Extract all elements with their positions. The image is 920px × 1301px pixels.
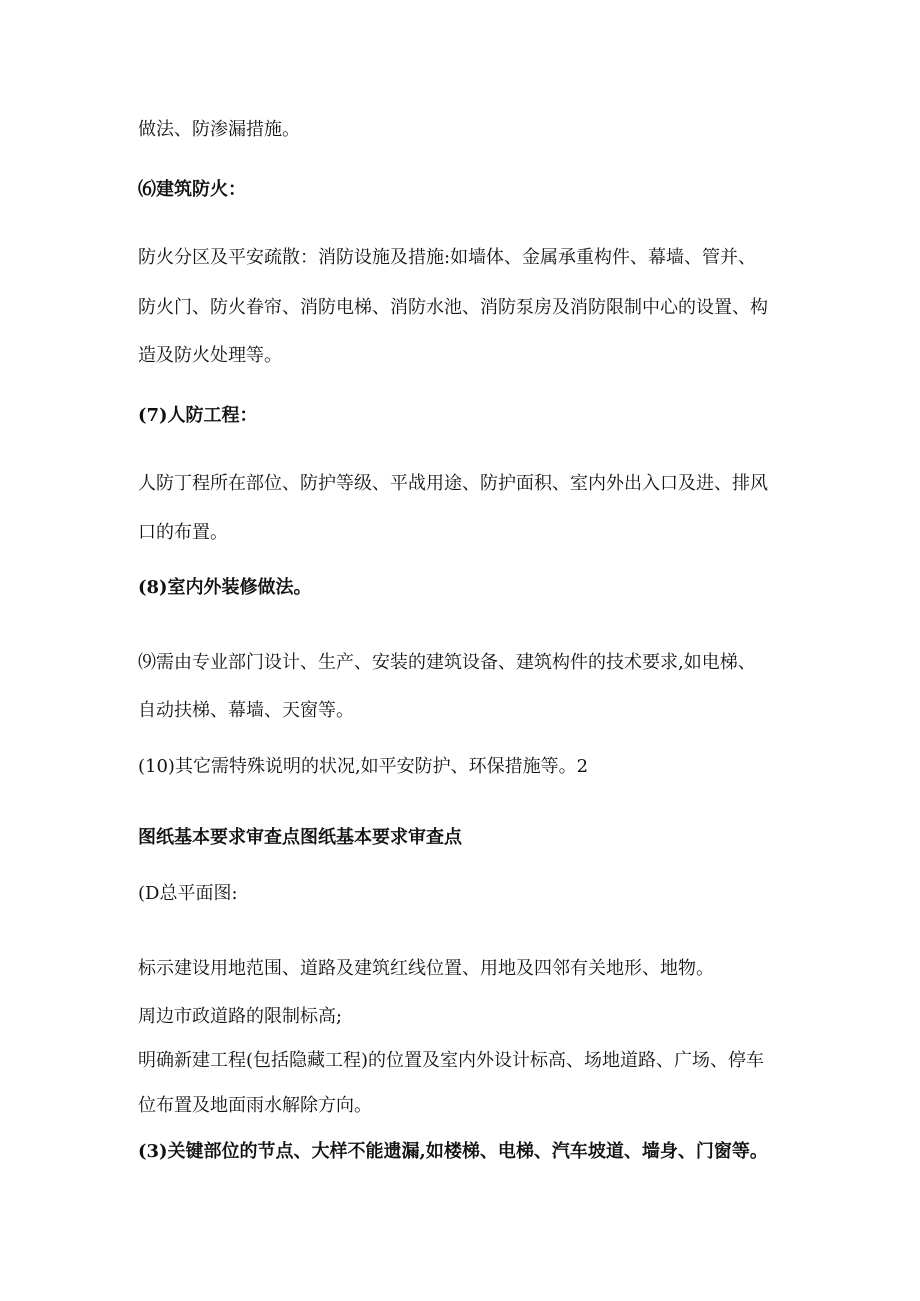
text-line: 标示建设用地范围、道路及建筑红线位置、用地及四邻有关地形、地物。 bbox=[138, 958, 714, 979]
section-heading: (3)关键部位的节点、大样不能遗漏,如楼梯、电梯、汽车坡道、墙身、门窗等。 bbox=[138, 1141, 768, 1162]
text-line: (D总平面图: bbox=[138, 883, 238, 904]
text-line: 造及防火处理等。 bbox=[138, 345, 282, 366]
section-heading: 图纸基本要求审查点图纸基本要求审查点 bbox=[138, 827, 462, 848]
text-line: 明确新建工程(包括隐藏工程)的位置及室内外设计标高、场地道路、广场、停车 bbox=[138, 1050, 765, 1071]
text-line: (10)其它需特殊说明的状况,如平安防护、环保措施等。2 bbox=[138, 756, 589, 777]
text-line: 周边市政道路的限制标高; bbox=[138, 1006, 343, 1027]
text-line: 自动扶梯、幕墙、天窗等。 bbox=[138, 700, 354, 721]
section-heading: (8)室内外装修做法。 bbox=[138, 577, 312, 598]
text-line: 人防丁程所在部位、防护等级、平战用途、防护面积、室内外出入口及进、排风 bbox=[138, 473, 768, 494]
section-heading: ⑹建筑防火： bbox=[138, 179, 246, 200]
text-line: 防火分区及平安疏散：消防设施及措施:如墙体、金属承重构件、幕墙、管并、 bbox=[138, 247, 757, 268]
text-line: ⑼需由专业部门设计、生产、安装的建筑设备、建筑构件的技术要求,如电梯、 bbox=[138, 652, 756, 673]
text-line: 防火门、防火眷帘、消防电梯、消防水池、消防泵房及消防限制中心的设置、构 bbox=[138, 297, 768, 318]
text-line: 口的布置。 bbox=[138, 522, 228, 543]
text-line: 做法、防渗漏措施。 bbox=[138, 119, 300, 140]
text-line: 位布置及地面雨水解除方向。 bbox=[138, 1095, 372, 1116]
section-heading: (7)人防工程： bbox=[138, 405, 258, 426]
